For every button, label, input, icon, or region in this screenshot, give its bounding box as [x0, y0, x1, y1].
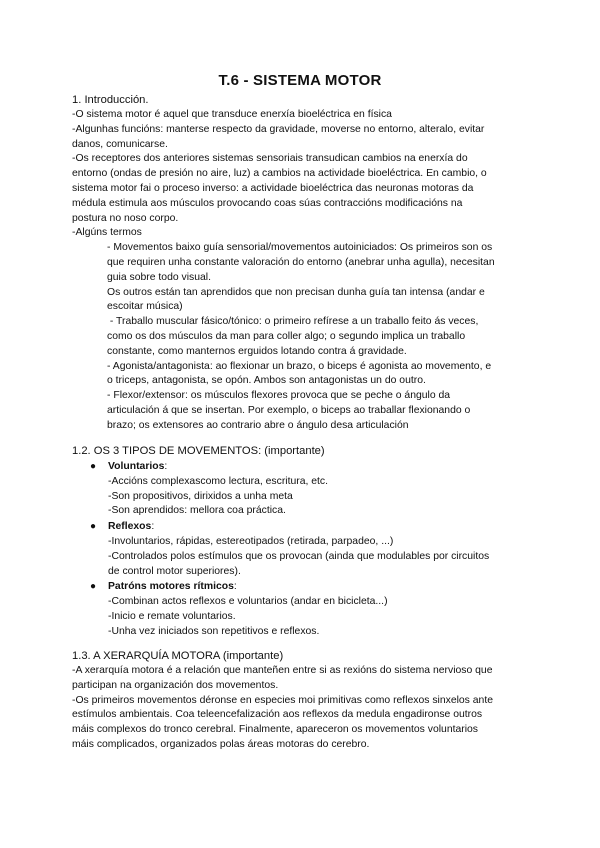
term-line: - Movementos baixo guía sensorial/movementos autoiniciados: Os primeiros son os [107, 242, 493, 254]
text-line: entorno (ondas de presión no aire, luz) a cambios na actividade bioeléctrica. En cambio, o [72, 168, 487, 180]
term-line: - Traballo muscular fásico/tónico: o primeiro refírese a un traballo feito ás veces, [107, 316, 479, 328]
item-label: Patróns motores rítmicos [108, 581, 234, 593]
item-label: Voluntarios [108, 461, 165, 472]
section-heading: 1.2. OS 3 TIPOS DE MOVEMENTOS: (importante) [72, 445, 325, 457]
detail-line: -Unha vez iniciados son repetitivos e reflexos. [108, 625, 320, 637]
text-line: -A xerarquía motora é a relación que manteñen entre si as rexións do sistema nervioso que [72, 665, 493, 676]
text-line: -O sistema motor é aquel que transduce enerxía bioeléctrica en física [72, 109, 392, 120]
item-suffix: : [164, 461, 168, 472]
detail-line: de control motor superiores). [108, 565, 241, 577]
text-line: estímulos ambientais. Coa teleencefalización aos reflexos da medula engadironse outros [72, 709, 483, 721]
item-details [72, 475, 532, 519]
section-heading: 1. Introducción. [72, 94, 149, 106]
term-line: - Agonista/antagonista: ao flexionar un brazo, o biceps é agonista ao movemento, e [107, 360, 492, 372]
text-line: máis complexos do tronco cerebral. Finalmente, apareceron os movementos voluntarios [72, 724, 479, 736]
list-item-patrons-motores [72, 580, 532, 595]
section-introduction [72, 93, 532, 434]
bullet-icon: ● [90, 521, 97, 533]
detail-line: -Son propositivos, dirixidos a unha meta [108, 490, 293, 502]
term-line: escoitar música) [107, 301, 183, 313]
detail-line: -Involuntarios, rápidas, estereotipados (retirada, parpadeo, ...) [108, 535, 394, 547]
term-line: articulación á que se insertan. Por exemplo, o biceps ao traballar flexionando o [107, 404, 471, 416]
detail-line: -Inicio e remate voluntarios. [108, 610, 236, 622]
bullet-icon: ● [90, 461, 97, 472]
bullet-icon: ● [90, 581, 97, 593]
term-line: - Flexor/extensor: os músculos flexores provoca que se peche o ángulo da [107, 390, 451, 402]
page-title: T.6 - SISTEMA MOTOR [218, 72, 382, 89]
item-details [72, 535, 532, 579]
terms-list [72, 241, 532, 433]
text-line: postura no noso corpo. [72, 212, 179, 224]
section-movement-types [72, 444, 532, 640]
text-line: participan na organización dos movementos. [72, 679, 279, 691]
text-line: -Os primeiros movementos déronse en especies moi primitivas como reflexos sinxelos ante [72, 694, 493, 706]
term-line: constante, como manternos erguidos lotando contra á gravidade. [107, 345, 407, 357]
term-line: o triceps, antagonista, se opón. Ambos son antagonistas un do outro. [107, 375, 426, 387]
item-suffix: : [233, 581, 237, 593]
detail-line: -Son aprendidos: mellora coa práctica. [108, 505, 286, 517]
text-line: -Os receptores dos anteriores sistemas sensoriais transudican cambios na enerxía do [72, 153, 468, 165]
list-item-voluntarios [72, 460, 532, 475]
text-line: máis complicados, organizados polas áreas motoras do cerebro. [72, 738, 370, 750]
text-line: -Algúns termos [72, 227, 142, 239]
text-line: -Algunhas funcións: manterse respecto da gravidade, moverse no entorno, alteralo, evitar [72, 123, 485, 135]
section-motor-hierarchy [72, 649, 542, 753]
text-line: danos, comunicarse. [72, 138, 168, 150]
list-item-reflexos [72, 520, 532, 535]
term-line: como os dos músculos da man para coller algo; o segundo implica un traballo [107, 330, 466, 342]
text-line: sistema motor fai o proceso inverso: a actividade bioeléctrica das neuronas motoras da [72, 182, 474, 194]
term-line: Os outros están tan aprendidos que non precisan dunha guía tan intensa (andar e [107, 286, 485, 298]
detail-line: -Controlados polos estímulos que os provocan (ainda que modulables por circuitos [108, 550, 490, 562]
item-suffix: : [151, 521, 155, 533]
item-label: Reflexos [108, 521, 152, 533]
term-line: guia sobre todo visual. [107, 271, 211, 283]
item-details [72, 595, 532, 639]
section-heading: 1.3. A XERARQUÍA MOTORA (importante) [72, 650, 284, 662]
text-line: médula estimula aos músculos provocando coas súas contraccións modificacións na [72, 197, 463, 209]
detail-line: -Accións complexascomo lectura, escritura, etc. [108, 475, 329, 487]
term-line: que requiren unha constante valoración do entorno (anebrar unha agulla), necesitan [107, 256, 495, 268]
term-line: brazo; os extensores ao contrario abre o ángulo desa articulación [107, 419, 409, 431]
detail-line: -Combinan actos reflexos e voluntarios (andar en bicicleta...) [108, 596, 388, 608]
